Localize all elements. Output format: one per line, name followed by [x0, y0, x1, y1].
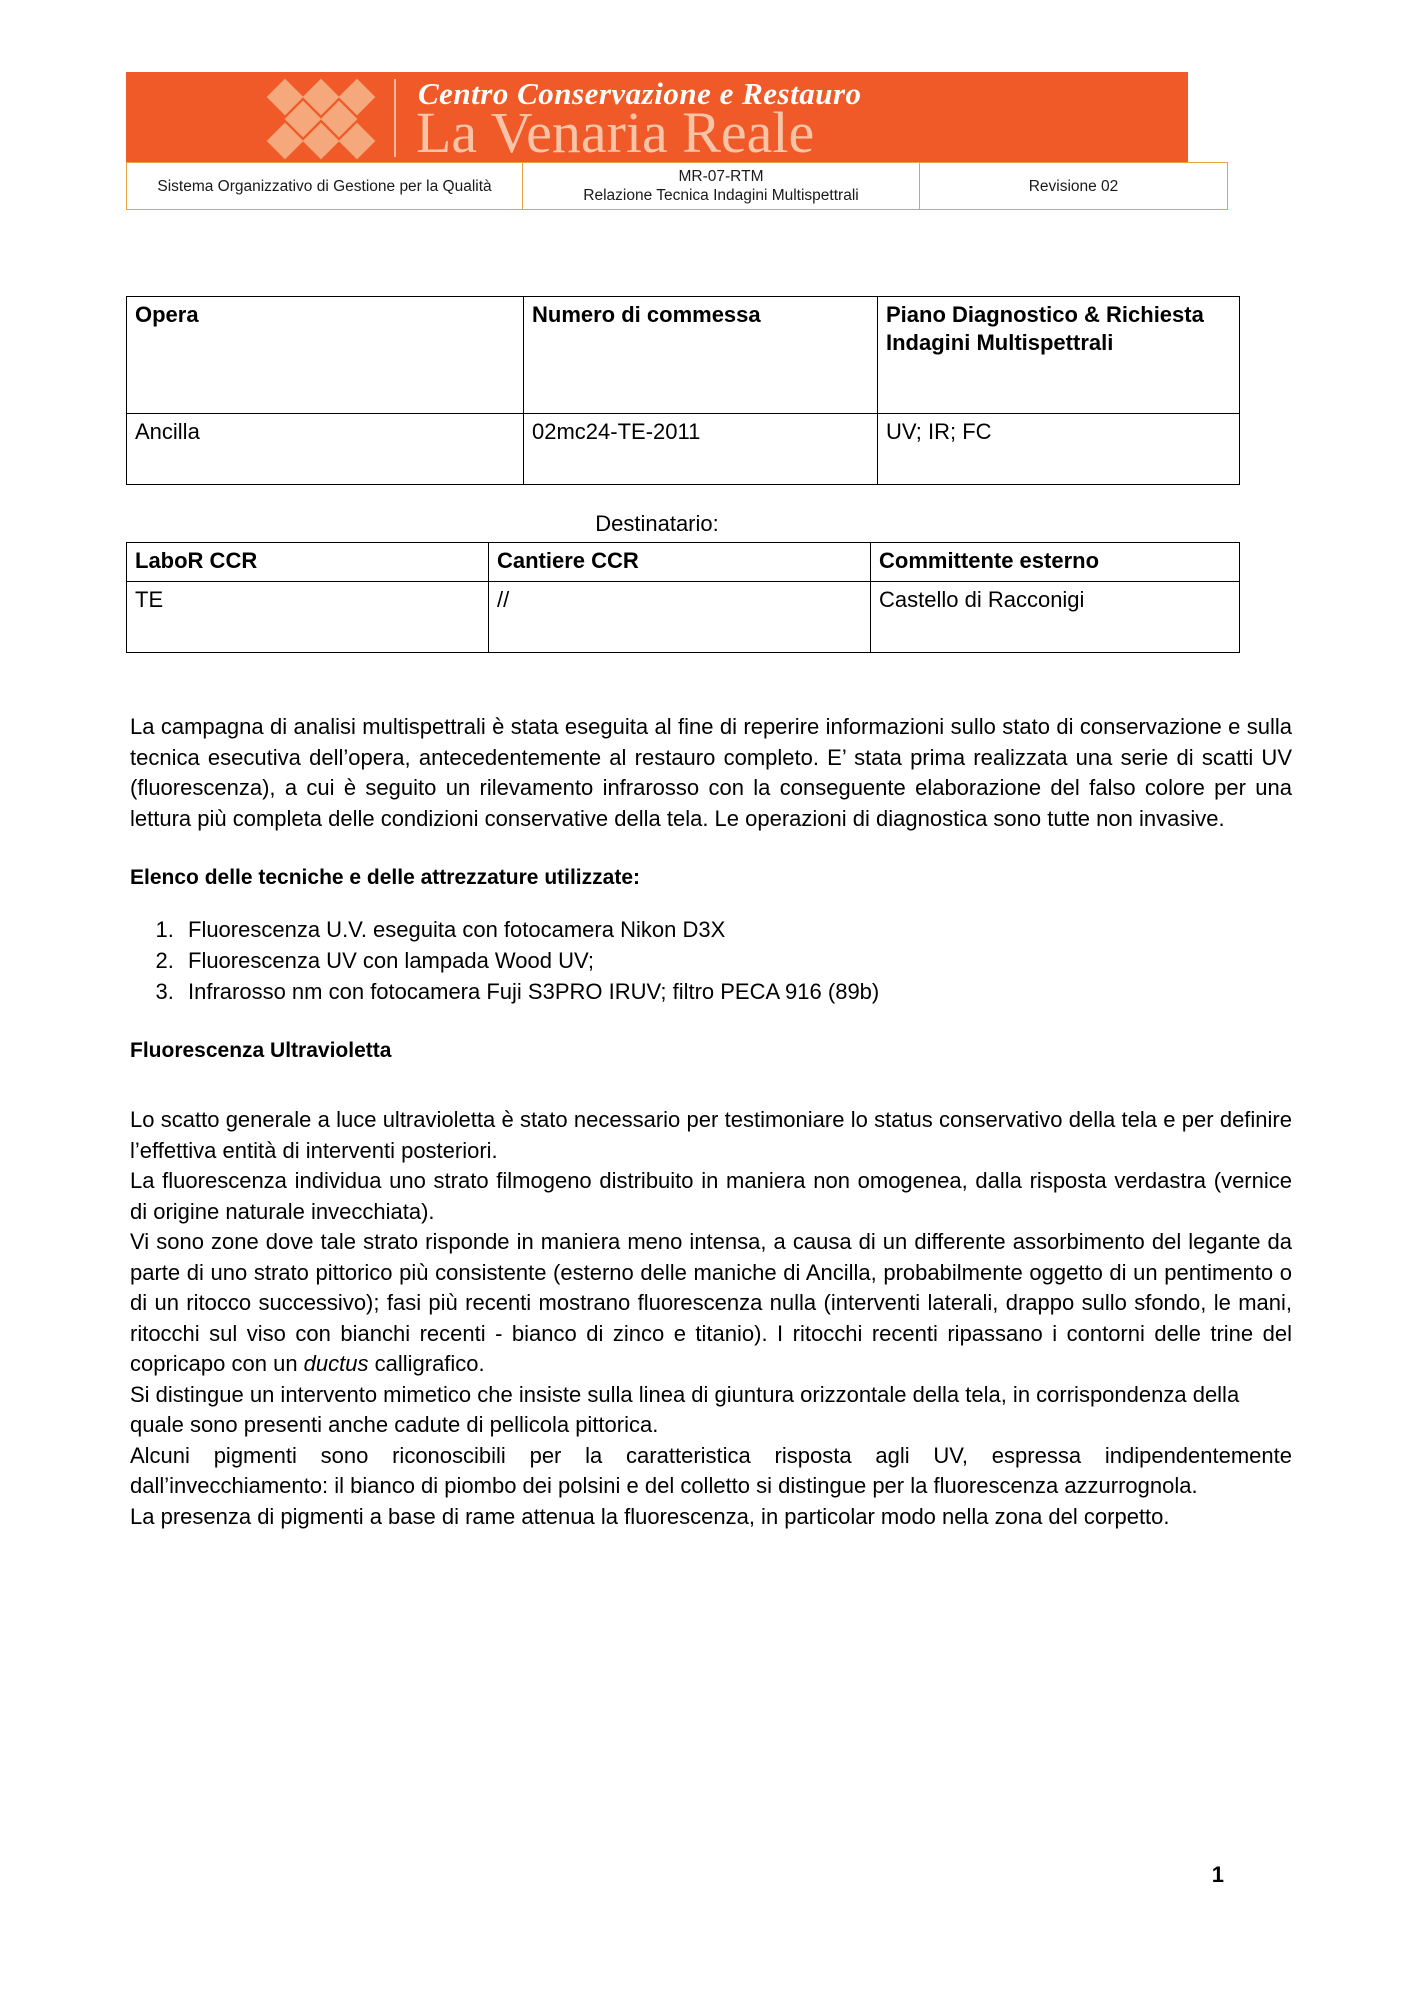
table-row: [127, 582, 1240, 653]
opera-header-commessa: Numero di commessa: [524, 297, 878, 414]
document-header-table: [126, 162, 1228, 210]
opera-value-opera: Ancilla: [127, 414, 524, 485]
destinatario-label: Destinatario:: [595, 511, 719, 536]
uv-paragraph-6: La presenza di pigmenti a base di rame attenua la fluorescenza, in particolar modo nella zona del corpetto.: [130, 1503, 1170, 1529]
uv-p3-emphasis: ductus: [303, 1351, 369, 1376]
uv-p3-part-a: Vi sono zone dove tale strato risponde in maniera meno intensa, a causa di un differente assorbimento del legante da parte di uno strato pittorico più consistente (esterno delle maniche di Ancilla, probabilmente oggetto di un pentimento o di un ritocco successivo); fasi più recenti mostrano fluorescenza nulla (interventi laterali, drappo sullo sfondo, le mani, ritocchi sul viso con bianchi recenti - bianco di zinco e titanio). I ritocchi recenti ripassano i contorni delle trine del copricapo con un: [130, 1229, 1292, 1376]
list-item: 3. Infrarosso nm con fotocamera Fuji S3PRO IRUV; filtro PECA 916 (89b): [180, 976, 1292, 1007]
uv-paragraph-3: [130, 1227, 1292, 1380]
header-doc-title: Relazione Tecnica Indagini Multispettrali: [583, 187, 859, 204]
uv-section-heading: Fluorescenza Ultravioletta: [130, 1039, 392, 1062]
table-row: [127, 543, 1240, 582]
opera-value-piano: UV; IR; FC: [878, 414, 1240, 485]
page-number: 1: [1211, 1862, 1224, 1887]
document-body: [130, 712, 1292, 1532]
header-revision-cell: Revisione 02: [920, 163, 1228, 210]
uv-paragraph-4: Si distingue un intervento mimetico che insiste sulla linea di giuntura orizzontale della tela, in corrispondenza della quale sono presenti anche cadute di pellicola pittorica.: [130, 1381, 1240, 1437]
dest-value-cantiere: //: [489, 582, 871, 653]
uv-paragraph-5: Alcuni pigmenti sono riconoscibili per la caratteristica risposta agli UV, espressa indipendentemente dall’invecchiamento: il bianco di piombo dei polsini e del colletto si distingue per la fluorescenza azzurrognola.: [130, 1442, 1292, 1498]
letterhead-divider: [394, 79, 396, 157]
techniques-heading: Elenco delle tecniche e delle attrezzature utilizzate:: [130, 866, 640, 889]
table-row: [127, 414, 1240, 485]
letterhead-subtitle: La Venaria Reale: [416, 100, 815, 162]
letterhead-banner: [126, 72, 1188, 162]
dest-header-cantiere: Cantiere CCR: [489, 543, 871, 582]
opera-table: [126, 296, 1240, 485]
header-doc-code: MR-07-RTM: [678, 168, 764, 185]
dest-header-labor: LaboR CCR: [127, 543, 489, 582]
uv-p3-part-b: calligrafico.: [368, 1351, 485, 1376]
opera-header-piano: Piano Diagnostico & Richiesta Indagini Multispettrali: [878, 297, 1240, 414]
list-item: 2. Fluorescenza UV con lampada Wood UV;: [180, 945, 1292, 976]
header-system-cell: Sistema Organizzativo di Gestione per la Qualità: [127, 163, 523, 210]
destinatario-table: [126, 542, 1240, 653]
table-row: [127, 163, 1228, 210]
dest-header-committente: Committente esterno: [871, 543, 1240, 582]
dest-value-committente: Castello di Racconigi: [871, 582, 1240, 653]
dest-value-labor: TE: [127, 582, 489, 653]
opera-value-commessa: 02mc24-TE-2011: [524, 414, 878, 485]
table-row: [127, 297, 1240, 414]
opera-header-opera: Opera: [127, 297, 524, 414]
header-doc-cell: [523, 163, 920, 210]
intro-paragraph: La campagna di analisi multispettrali è stata eseguita al fine di reperire informazioni sullo stato di conservazione e sulla tecnica esecutiva dell’opera, antecedentemente al restauro completo. E’ stata prima realizzata una serie di scatti UV (fluorescenza), a cui è seguito un rilevamento infrarosso con la conseguente elaborazione del falso colore per una lettura più completa delle condizioni conservative della tela. Le operazioni di diagnostica sono tutte non invasive.: [130, 714, 1292, 831]
uv-paragraph-2: La fluorescenza individua uno strato filmogeno distribuito in maniera non omogenea, dalla risposta verdastra (vernice di origine naturale invecchiata).: [130, 1168, 1292, 1224]
list-item: 1. Fluorescenza U.V. eseguita con fotocamera Nikon D3X: [180, 914, 1292, 945]
uv-paragraph-1: Lo scatto generale a luce ultravioletta è stato necessario per testimoniare lo status conservativo della tela e per definire l’effettiva entità di interventi posteriori.: [130, 1107, 1292, 1163]
techniques-list: [130, 914, 1292, 1007]
letterhead-title: Centro Conservazione e Restauro: [418, 76, 862, 111]
diamond-pattern-icon: [266, 78, 376, 158]
